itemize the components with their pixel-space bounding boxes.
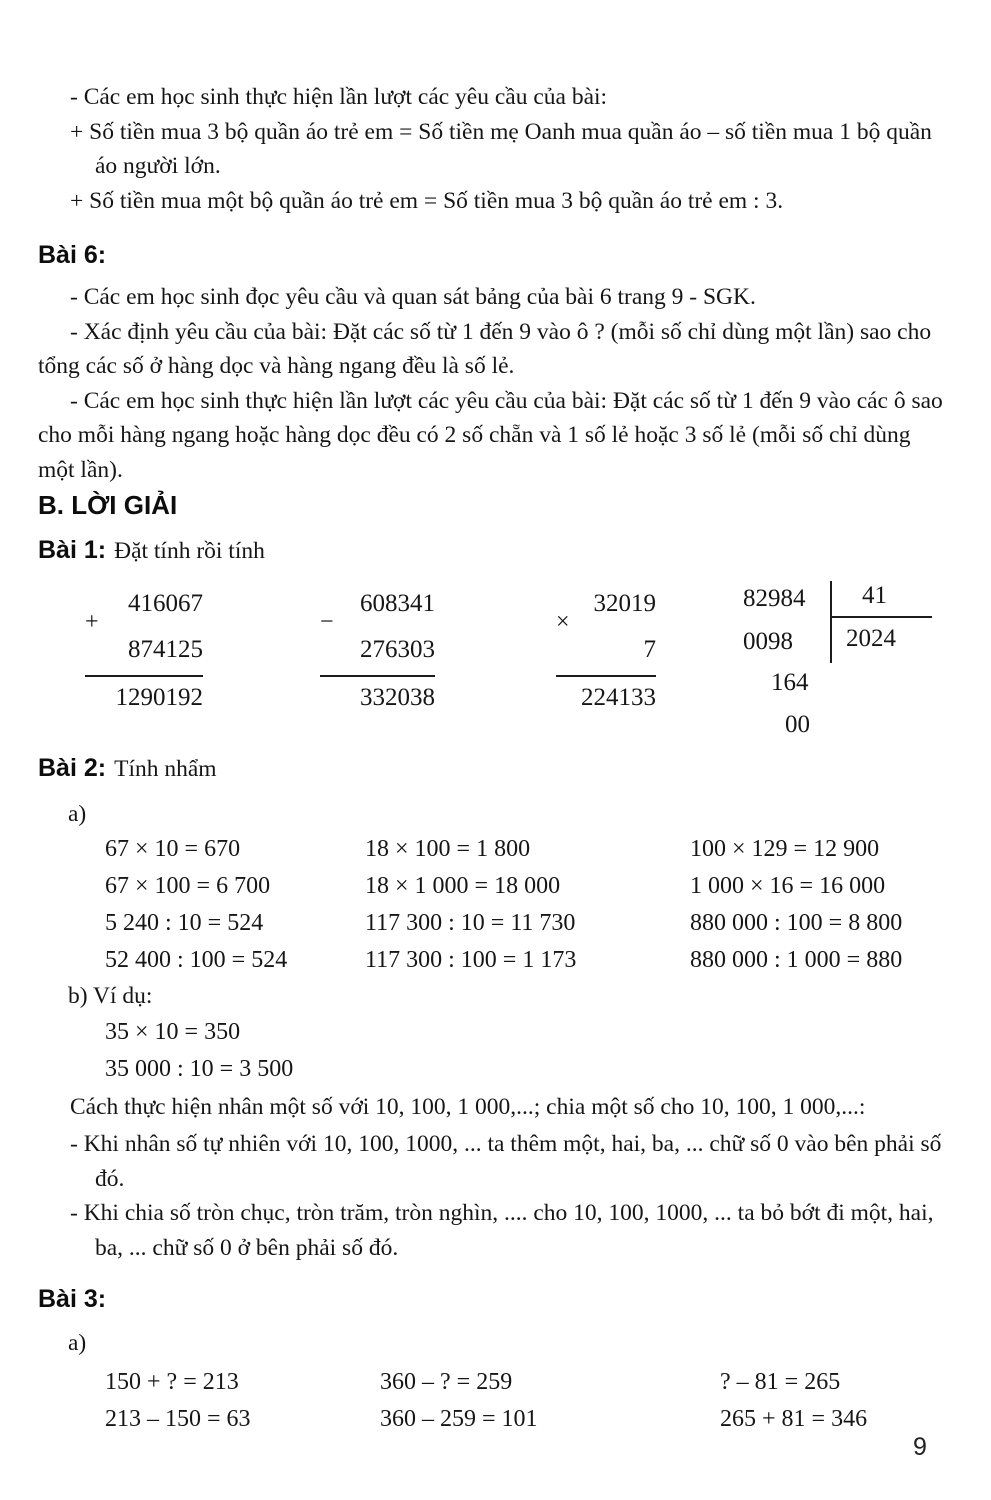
addition-operand-2: 874125 (128, 635, 203, 663)
plus-sign: + (85, 608, 99, 635)
equation: 100 × 129 = 12 900 (690, 836, 880, 863)
bai3-heading: Bài 3: (38, 1285, 107, 1313)
bai1-section (38, 534, 945, 786)
equation: 150 + ? = 213 (105, 1368, 239, 1395)
intro-line: - Các em học sinh thực hiện lần lượt các yêu cầu của bài: (70, 84, 608, 110)
bai6-paragraph-1: - Các em học sinh đọc yêu cầu và quan sát bảng của bài 6 trang 9 - SGK. (70, 284, 756, 310)
bai3-row-2 (38, 1401, 945, 1438)
bai2-heading: Bài 2: (38, 754, 107, 782)
equation: 880 000 : 1 000 = 880 (690, 947, 903, 974)
division-step-3: 00 (785, 710, 810, 738)
equation: 35 × 10 = 350 (105, 1018, 241, 1045)
bai3-row-1 (38, 1364, 945, 1401)
equation: 5 240 : 10 = 524 (105, 910, 264, 937)
bai2-rule-1: - Khi nhân số tự nhiên với 10, 100, 1000, ... ta thêm một, hai, ba, ... chữ số 0 vào bên phải số đó. (70, 1131, 942, 1192)
equation: ? – 81 = 265 (720, 1368, 841, 1395)
bai6-heading: Bài 6: (38, 241, 107, 269)
division-dividend: 82984 (743, 584, 806, 612)
multiplication-operand-1: 32019 (593, 589, 656, 617)
subtraction-operand-1: 608341 (360, 589, 435, 617)
equation: 213 – 150 = 63 (105, 1405, 251, 1432)
equation: 360 – 259 = 101 (380, 1405, 538, 1432)
equation: 1 000 × 16 = 16 000 (690, 873, 886, 900)
equation: 117 300 : 10 = 11 730 (365, 910, 576, 937)
solution-section (38, 490, 945, 520)
bai2-example-1 (38, 1014, 945, 1051)
division-horizontal-rule (830, 616, 932, 618)
bai2-method-intro: Cách thực hiện nhân một số với 10, 100, 1 000,...; chia một số cho 10, 100, 1 000,...: (70, 1093, 866, 1120)
bai2-example-2 (38, 1051, 945, 1088)
intro-item-1: + Số tiền mua 3 bộ quần áo trẻ em = Số tiền mẹ Oanh mua quần áo – số tiền mua 1 bộ quần áo người lớn. (70, 118, 932, 179)
bai1-heading: Bài 1: (38, 536, 107, 564)
intro-item-2: + Số tiền mua một bộ quần áo trẻ em = Số tiền mua 3 bộ quần áo trẻ em : 3. (70, 187, 784, 214)
equation: 117 300 : 100 = 1 173 (365, 947, 577, 974)
division-divisor: 41 (862, 581, 887, 609)
equation: 67 × 10 = 670 (105, 836, 241, 863)
multiplication-operand-2: 7 (643, 635, 656, 663)
division-quotient: 2024 (846, 624, 896, 652)
multiplication-result: 224133 (556, 675, 656, 714)
times-sign: × (556, 608, 570, 635)
division-vertical-rule (830, 581, 832, 663)
bai2-row-2 (38, 868, 945, 905)
equation: 35 000 : 10 = 3 500 (105, 1055, 294, 1082)
bai2-row-1 (38, 831, 945, 868)
solution-heading: B. LỜI GIẢI (38, 490, 178, 520)
bai6-section (38, 240, 945, 487)
addition-problem (85, 581, 203, 714)
equation: 52 400 : 100 = 524 (105, 947, 288, 974)
equation: 18 × 100 = 1 800 (365, 836, 531, 863)
bai2-part-b-label: b) Ví dụ: (68, 983, 153, 1009)
minus-sign: − (320, 608, 334, 635)
bai1-title: Đặt tính rồi tính (114, 538, 265, 564)
equation: 265 + 81 = 346 (720, 1405, 868, 1432)
bai2-section (38, 752, 945, 1265)
bai2-part-a-label: a) (68, 800, 87, 827)
bai2-rule-2: - Khi chia số tròn chục, tròn trăm, tròn nghìn, .... cho 10, 100, 1000, ... ta bỏ bớt đi một, hai, ba, ... chữ số 0 ở bên phải số đó. (70, 1200, 934, 1261)
division-step-1: 0098 (743, 627, 793, 655)
intro-section (38, 80, 945, 218)
bai6-paragraph-2: - Xác định yêu cầu của bài: Đặt các số từ 1 đến 9 vào ô ? (mỗi số chỉ dùng một lần) sao cho tổng các số ở hàng dọc và hàng ngang đều là số lẻ. (38, 318, 932, 379)
multiplication-problem (556, 581, 656, 714)
subtraction-operand-2: 276303 (360, 635, 435, 663)
subtraction-result: 332038 (320, 675, 435, 714)
equation: 360 – ? = 259 (380, 1368, 513, 1395)
addition-result: 1290192 (85, 675, 203, 714)
bai2-title-line (38, 752, 945, 787)
bai3-section (38, 1284, 945, 1438)
equation: 880 000 : 100 = 8 800 (690, 910, 903, 937)
bai1-title-line (38, 534, 945, 569)
bai3-part-a-label: a) (68, 1330, 87, 1356)
bai2-title: Tính nhẩm (114, 756, 217, 782)
addition-operand-1: 416067 (128, 589, 203, 617)
bai2-row-4 (38, 942, 945, 979)
subtraction-problem (320, 581, 435, 714)
equation: 67 × 100 = 6 700 (105, 873, 271, 900)
bai2-row-3 (38, 905, 945, 942)
division-problem (738, 581, 948, 751)
division-step-2: 164 (771, 668, 809, 696)
equation: 18 × 1 000 = 18 000 (365, 873, 561, 900)
page-number: 9 (913, 1433, 927, 1461)
bai6-paragraph-3: - Các em học sinh thực hiện lần lượt các yêu cầu của bài: Đặt các số từ 1 đến 9 vào các ô sao cho mỗi hàng ngang hoặc hàng dọc đều có 2 số chẵn và 1 số lẻ hoặc 3 số lẻ (mỗi số chỉ dùng một lần). (38, 387, 943, 483)
